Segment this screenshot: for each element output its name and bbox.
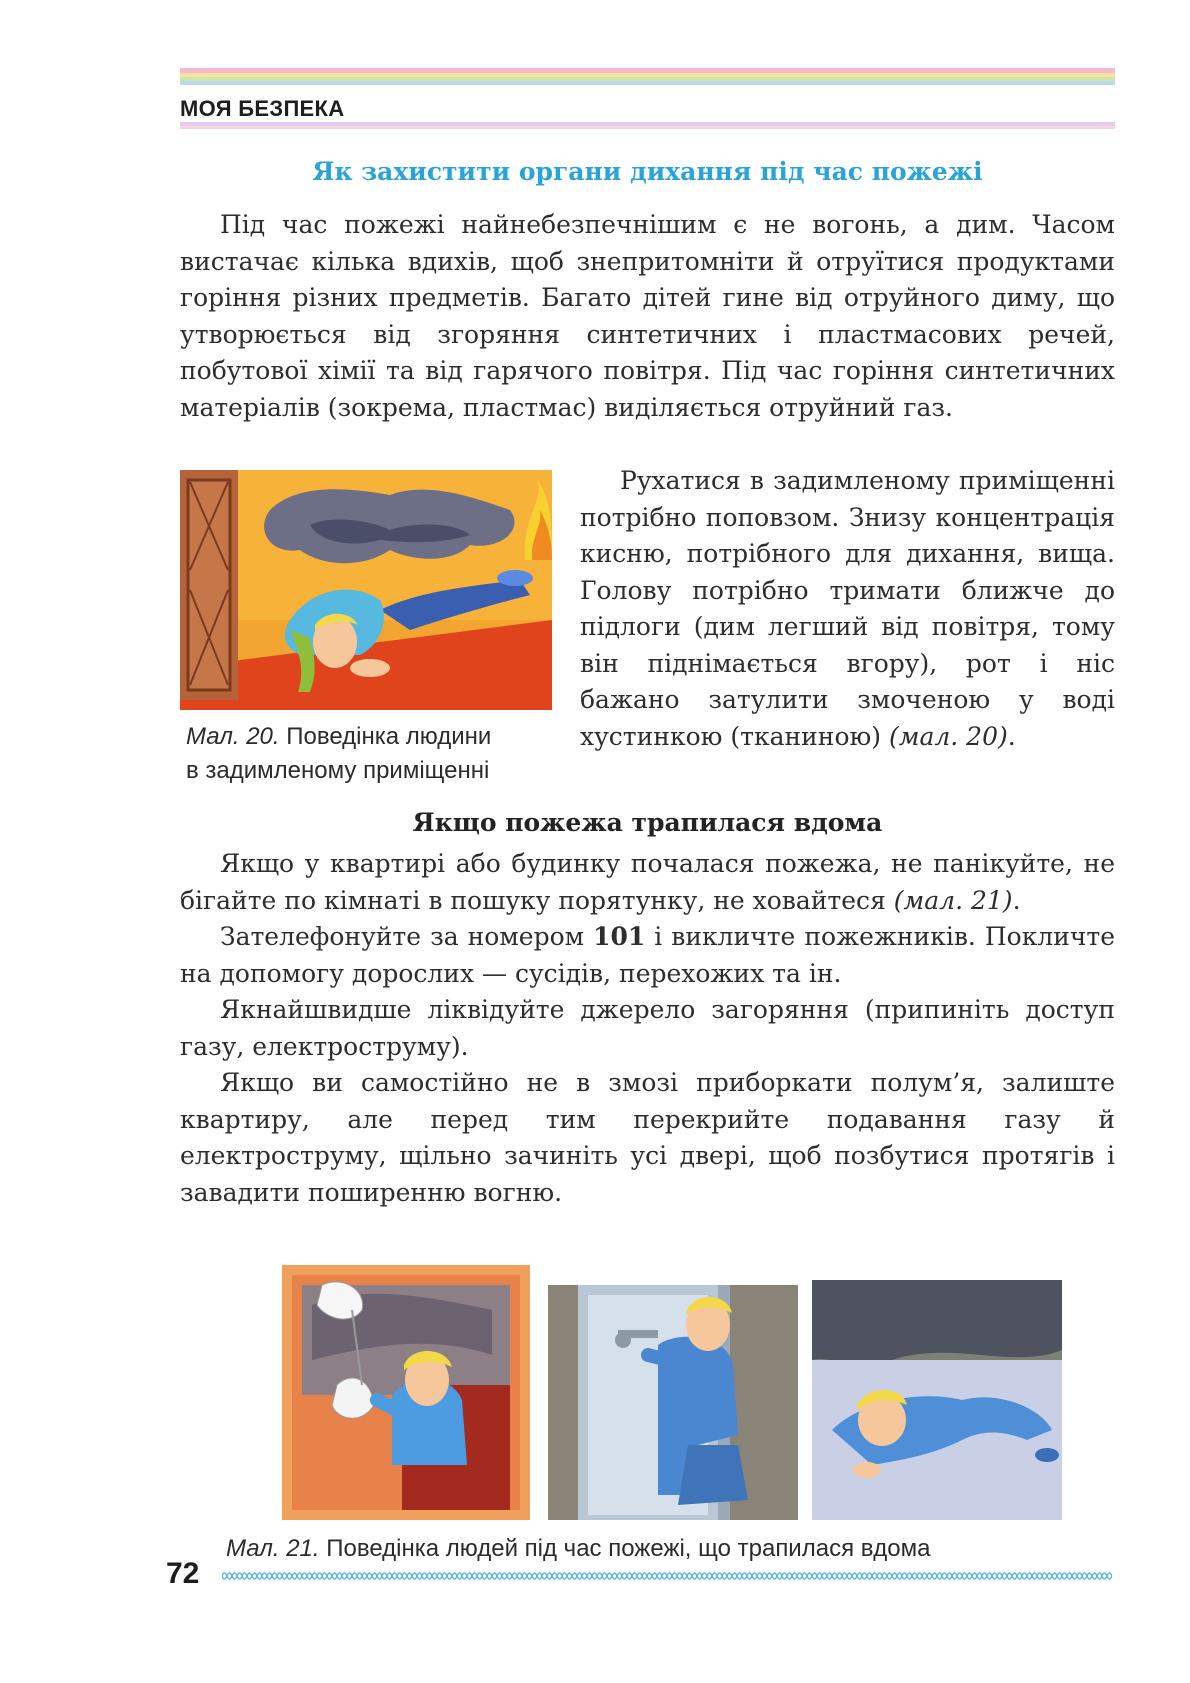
subheading-home-fire: Якщо пожежа трапилася вдома <box>412 808 883 837</box>
emergency-number: 101 <box>593 922 646 951</box>
intro-paragraph: Під час пожежі найнебезпечнішим є не вогонь, а дим. Часом вистачає кілька вдихів, щоб знепритомніти й отруїтися продуктами горіння різних предметів. Багато дітей гине від отруйного диму, що утворюється від згоряння синтетичних і пластмасових речей, побутової хімії та від гарячого повітря. Під час горіння синтетичних матеріалів (зокрема, пластмас) виділяється отруйний газ. <box>180 210 1115 422</box>
figure-20-caption <box>186 720 551 788</box>
home-fire-paragraphs <box>180 846 1115 1211</box>
section-label: МОЯ БЕЗПЕКА <box>180 96 345 121</box>
figure-20-caption-line1: Поведінка людини <box>286 723 492 750</box>
side-paragraph-end: . <box>1007 721 1016 751</box>
figure-21-panel-window <box>282 1265 530 1520</box>
figure-21-caption-text: Поведінка людей під час пожежі, що трапилася вдома <box>326 1535 931 1562</box>
side-paragraph-text: Рухатися в задимленому приміщенні потрібно поповзом. Знизу концентрація кисню, потрібного для дихання, вища. Голову потрібно тримати ближче до підлоги (дим легший від повітря, тому він піднімається вгору), рот і ніс бажано затулити змоченою у воді хустинкою (тканиною) <box>580 466 1115 751</box>
side-paragraph <box>580 463 1115 755</box>
figure-20-reference: (мал. 20) <box>888 721 1008 751</box>
home-paragraph-1 <box>180 846 1115 919</box>
home-paragraph-1-text: Якщо у квартирі або будинку почалася пожежа, не панікуйте, не бігайте по кімнаті в пошуку порятунку, не ховайтеся <box>180 849 1115 915</box>
figure-21-caption <box>226 1535 1106 1563</box>
figure-21-panel-crawling <box>812 1280 1062 1520</box>
home-paragraph-2-after: і викличте пожежників. Покличте на допомогу дорослих — сусідів, перехожих та ін. <box>180 922 1116 988</box>
figure-21-label: Мал. 21. <box>226 1535 320 1562</box>
page-title: Як захистити органи дихання під час пожежі <box>312 157 983 186</box>
figure-20-caption-line2: в задимленому приміщенні <box>186 757 490 784</box>
figure-20-illustration <box>180 470 552 710</box>
home-paragraph-1-end: . <box>1012 885 1021 915</box>
home-paragraph-4: Якщо ви самостійно не в змозі приборкати полум’я, залиште квартиру, але перед тим перекрийте подавання газу й електроструму, щільно зачиніть усі двері, щоб позбутися протягів і завадити поширенню вогню. <box>180 1068 1115 1207</box>
figure-21-reference: (мал. 21) <box>893 885 1013 915</box>
home-paragraph-2 <box>180 919 1115 992</box>
figure-21-panel-door <box>548 1285 798 1520</box>
home-paragraph-3: Якнайшвидше ліквідуйте джерело загоряння (припиніть доступ газу, електроструму). <box>180 995 1115 1061</box>
figure-20-label: Мал. 20. <box>186 723 280 750</box>
bottom-ornament <box>222 1568 1112 1582</box>
home-paragraph-2-before: Зателефонуйте за номером <box>220 922 585 951</box>
page-number: 72 <box>166 1557 200 1590</box>
